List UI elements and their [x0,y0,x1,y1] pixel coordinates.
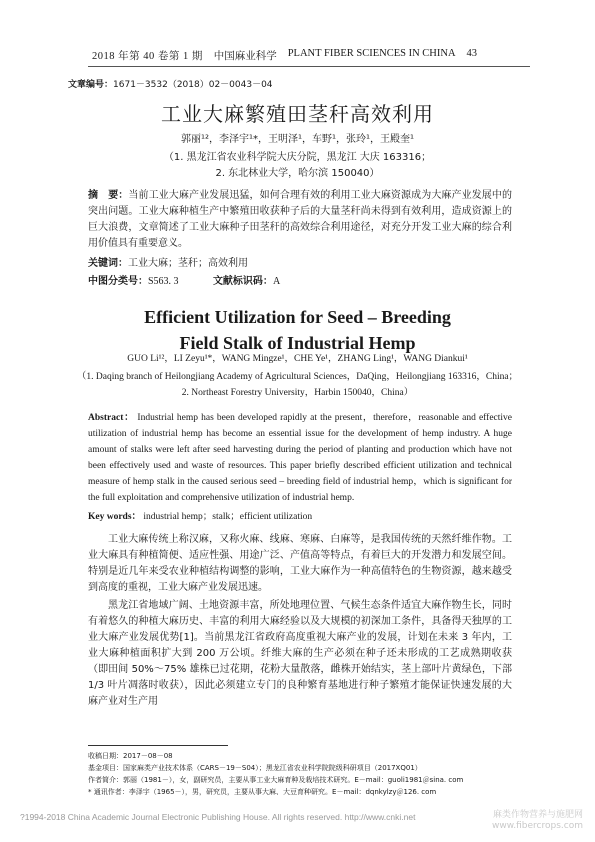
footnote-received: 收稿日期：2017－08－08 [88,752,173,760]
article-number-value: 1671－3532（2018）02－0043－04 [113,80,273,90]
body-paragraph-2: 黑龙江省地域广阔、土地资源丰富，所处地理位置、气候生态条件适宜大麻作物生长，同时有着悠久的种植大麻历史、丰富的利用大麻经验以及大规模的初深加工条件，具备得天独厚的工业大麻产业发展优势[1]。当前黑龙江省政府高度重视大麻产业的发展，计划在未来 3 年内，工业大麻种植面积扩大到 200 万公顷。纤维大麻的生产必须在种子还未形成的工艺成熟期收获（即田间 50%～75% 雄株已过花期，花粉大量散落，雌株开始结实，茎上部叶片黄绿色，下部 1/3 叶片凋落时收获），因此必须建立专门的良种繁育基地进行种子繁殖才能保证快速发展的大麻产业对生产用 [88,600,512,707]
header-journal-cn: 中国麻业科学 [213,50,277,62]
cn-title: 工业大麻繁殖田茎秆高效利用 [161,102,434,126]
cn-classification [88,272,512,287]
running-header [92,48,477,63]
article-number-label: 文章编号： [68,80,114,90]
cn-abstract-label: 摘 要： [88,190,129,201]
copyright-line: ?1994-2018 China Academic Journal Electronic Publishing House. All rights reserved. http://www.cnki.net [20,812,416,822]
footnote-corresponding: * 通讯作者：李泽宇（1965－），男，研究员，主要从事大麻、大豆育种研究。E－mail：dqnkylzy＠126. com [88,788,437,796]
en-title-line-2: Field Stalk of Industrial Hemp [179,333,416,353]
cn-affiliation-1: （1. 黑龙江省农业科学院大庆分院，黑龙江 大庆 163316； [163,152,432,163]
en-abstract-text: Industrial hemp has been developed rapidly at the present，therefore，reasonable and effective utilization of industrial hemp has become an essential issue for the development of hemp industry. A huge amount of stalks were left after seed harvesting during the period of planting and production which have not been effectively used and waste of resources. This paper briefly described efficient utilization and technical measure of hemp stalk in the caused serious seed – breeding field of industrial hemp，which is significant for the full exploitation and comprehensive utilization of industrial hemp. [88,413,512,503]
watermark-cn: 麻类作物营养与施肥网 [492,810,583,820]
cn-abstract [88,188,512,252]
footnote-fund: 基金项目：国家麻类产业技术体系（CARS－19－S04）；黑龙江省农业科学院院级科研项目（2017XQ01） [88,764,422,772]
body-paragraph-1: 工业大麻传统上称汉麻，又称火麻、线麻、寒麻、白麻等，是我国传统的天然纤维作物。工业大麻具有种植简便、适应性强、用途广泛、产值高等特点，有着巨大的开发潜力和发展空间。特别是近几年来受农业种植结构调整的影响，工业大麻作为一种高值特色的生物资源，越来越受到高度的重视，工业大麻产业发展迅速。 [88,534,512,593]
cn-keywords-label: 关键词： [88,258,128,269]
en-abstract-label: Abstract： [88,413,135,423]
cn-authors: 郭丽¹²，李泽宇¹*，王明泽¹，车野¹，张玲¹，王殿奎¹ [180,134,415,145]
en-affiliation-1: （1. Daqing branch of Heilongjiang Academy of Agricultural Sciences，DaQing，Heilongjiang 163316，China； [76,372,519,382]
en-affiliation-2: 2. Northeast Forestry University，Harbin 150040，China） [181,388,414,398]
cn-class-value: S563. 3 [148,276,179,287]
header-rule [88,66,530,67]
cn-keywords-text: 工业大麻；茎秆；高效利用 [128,258,248,269]
cn-affiliation-2: 2. 东北林业大学，哈尔滨 150040） [215,168,380,179]
en-keywords [88,508,512,522]
watermark-url: www.fibercrops.com [492,821,583,831]
header-issue: 2018 年第 40 卷第 1 期 [92,51,203,62]
cn-keywords [88,254,512,269]
cn-abstract-text: 当前工业大麻产业发展迅猛，如何合理有效的利用工业大麻资源成为大麻产业发展中的突出问题。工业大麻种植生产中繁殖田收获种子后的大量茎秆尚未得到有效利用，造成资源上的巨大浪费，文章简述了工业大麻种子田茎秆的高效综合利用途径，对充分开发工业大麻的综合利用价值具有重要意义。 [88,190,512,249]
en-abstract [88,410,512,506]
cn-doc-label: 文献标识码： [212,276,273,287]
watermark [492,810,583,832]
article-number [68,77,273,90]
en-authors: GUO Li¹²，LI Zeyu¹*，WANG Mingze¹，CHE Ye¹，ZHANG Ling¹，WANG Diankui¹ [127,354,468,364]
footnote-author: 作者简介：郭丽（1981－），女，副研究员，主要从事工业大麻育种及栽培技术研究。E－mail：guoli1981＠sina. com [88,776,464,784]
cn-doc-value: A [272,276,281,287]
cn-class-label: 中图分类号： [88,276,148,287]
header-page-number: 43 [466,48,477,59]
en-title-line-1: Efficient Utilization for Seed – Breeding [144,307,451,327]
header-journal-en: PLANT FIBER SCIENCES IN CHINA [287,48,456,59]
footnote-rule [88,745,228,746]
en-keywords-label: Key words： [88,512,142,522]
en-keywords-text: industrial hemp；stalk；efficient utilization [143,512,313,522]
